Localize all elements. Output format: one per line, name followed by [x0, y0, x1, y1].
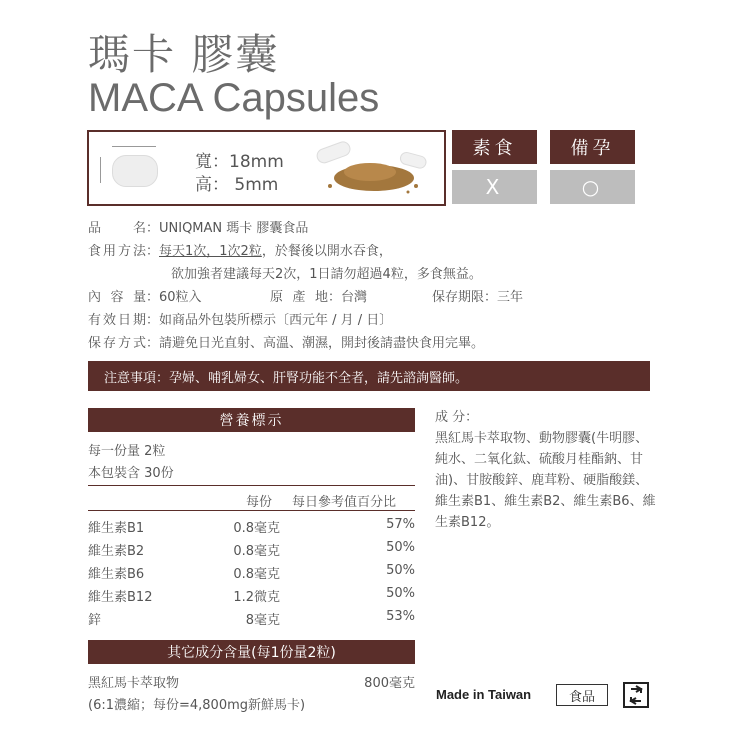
capsule-icon: [112, 155, 158, 187]
shelf-life-label: 保存期限: [432, 290, 485, 305]
nutrient-percent: 50%: [386, 563, 415, 578]
other-ingredient-note: (6:1濃縮；每份=4,800mg新鮮馬卡): [88, 698, 306, 713]
nutrient-percent: 57%: [386, 517, 415, 532]
nutrient-percent: 50%: [386, 586, 415, 601]
nutrition-header: 營養標示: [88, 408, 415, 432]
expiry-label: 有效日期: [88, 313, 146, 328]
capsule-width: 寬：18mm: [195, 152, 284, 172]
usage-instruction: ，於餐後以開水吞食，: [261, 244, 392, 259]
capsule-height: 高： 5mm: [195, 175, 279, 195]
product-name-value: ：UNIQMAN 瑪卡 膠囊食品: [146, 221, 309, 236]
ingredients-text: 黑紅馬卡萃取物、動物膠囊(牛明膠、純水、二氧化鈦、硫酸月桂酯鈉、甘油)、甘胺酸鋅、鹿茸粉、硬脂酸鎂、維生素B1、維生素B2、維生素B6、維生素B12。: [435, 431, 656, 530]
divider: [88, 485, 415, 486]
other-ingredient-name: 黑紅馬卡萃取物: [88, 676, 180, 691]
content-row: [88, 286, 202, 305]
nutrient-amount: 0.8毫克: [233, 544, 280, 559]
shelf-life-value: ：三年: [484, 290, 524, 305]
column-per-serving: 每份: [246, 495, 273, 510]
nutrient-percent: 50%: [386, 540, 415, 555]
food-mark: 食品: [556, 684, 608, 706]
nutrient-amount: 8毫克: [245, 613, 280, 628]
nutrient-name: 維生素B12: [88, 590, 153, 605]
usage-dosage: 每天1次，1次2粒: [159, 244, 262, 259]
origin-row: [270, 286, 367, 305]
origin-label: 原產地: [270, 290, 328, 305]
width-dimension-line: [112, 146, 156, 147]
storage-label: 保存方式: [88, 336, 146, 351]
usage-row: [88, 240, 392, 259]
usage-note: 欲加強者建議每天2次，1日請勿超過4粒，多食無益。: [171, 267, 482, 282]
nutrient-amount: 1.2微克: [233, 590, 280, 605]
nutrient-amount: 0.8毫克: [233, 567, 280, 582]
content-value: ：60粒入: [146, 290, 202, 305]
made-in-taiwan: Made in Taiwan: [436, 687, 532, 702]
nutrient-name: 維生素B1: [88, 521, 145, 536]
notice-banner: 注意事項：孕婦、哺乳婦女、肝腎功能不全者，請先諮詢醫師。: [88, 361, 650, 391]
divider: [88, 510, 415, 511]
vegetarian-value: X: [452, 170, 537, 204]
column-daily-value: 每日參考值百分比: [292, 495, 397, 510]
expiry-row: [88, 309, 392, 328]
serving-size: 每一份量 2粒: [88, 444, 166, 459]
other-ingredients-header: 其它成分含量(每1份量2粒): [88, 640, 415, 664]
nutrient-amount: 0.8毫克: [233, 521, 280, 536]
other-ingredient-amount: 800毫克: [364, 676, 415, 691]
vegetarian-header: 素食: [452, 130, 537, 164]
title-english: MACA Capsules: [88, 76, 380, 120]
nutrient-name: 維生素B2: [88, 544, 145, 559]
pregnancy-header: 備孕: [550, 130, 635, 164]
servings-per-pack: 本包裝含 30份: [88, 466, 174, 481]
product-name-row: [88, 217, 308, 236]
height-dimension-line: [100, 157, 101, 183]
maca-powder-icon: [312, 136, 437, 198]
usage-colon: ：: [146, 244, 160, 259]
ingredients-label: 成 分：: [435, 410, 479, 425]
expiry-value: ：如商品外包裝所標示〔西元年 / 月 / 日〕: [146, 313, 393, 328]
origin-value: ：台灣: [328, 290, 368, 305]
title-chinese: 瑪卡 膠囊: [88, 30, 280, 79]
storage-value: ：請避免日光直射、高溫、潮濕，開封後請盡快食用完畢。: [146, 336, 485, 351]
pregnancy-value: ○: [550, 170, 635, 204]
nutrient-name: 鋅: [88, 613, 102, 628]
product-name-label: 品名: [88, 221, 146, 236]
recycle-icon: [622, 681, 650, 709]
nutrient-percent: 53%: [386, 609, 415, 624]
usage-label: 食用方法: [88, 244, 146, 259]
shelf-life-row: [432, 286, 523, 305]
nutrient-name: 維生素B6: [88, 567, 145, 582]
ingredients-block: [435, 407, 657, 533]
storage-row: [88, 332, 484, 351]
content-label: 內容量: [88, 290, 146, 305]
